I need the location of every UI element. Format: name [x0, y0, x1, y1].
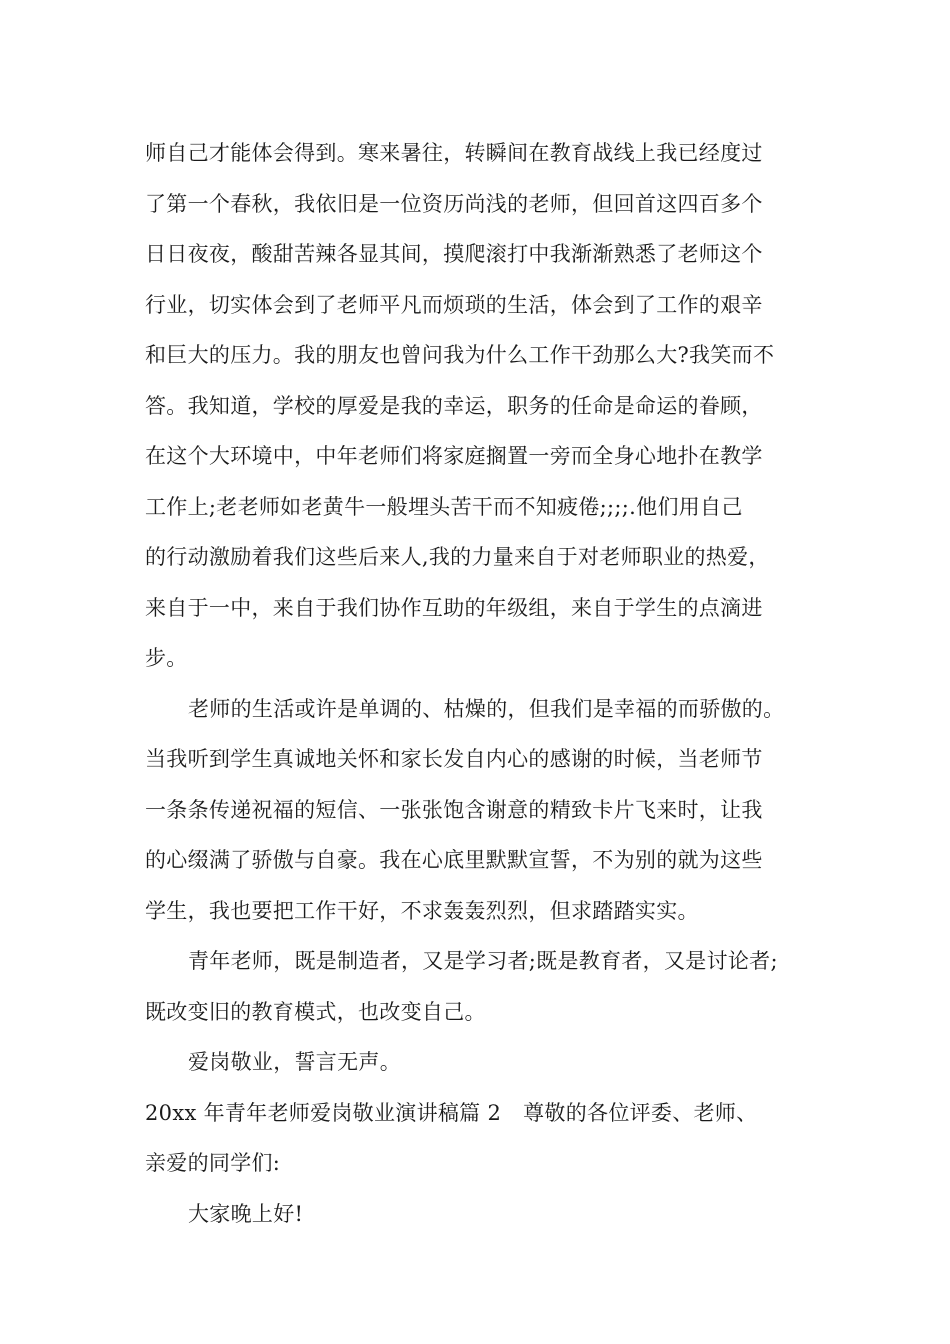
text-line: 的行动激励着我们这些后来人,我的力量来自于对老师职业的热爱， — [145, 545, 770, 569]
salutation-line: 亲爱的同学们: — [145, 1151, 281, 1175]
paragraph-start-line: 老师的生活或许是单调的、枯燥的，但我们是幸福的而骄傲的。 — [188, 696, 785, 721]
text-line: 在这个大环境中，中年老师们将家庭搁置一旁而全身心地扑在教学 — [145, 444, 763, 468]
text-line: 学生，我也要把工作干好，不求轰轰烈烈，但求踏踏实实。 — [145, 898, 699, 923]
text-line: 的心缀满了骄傲与自豪。我在心底里默默宣誓，不为别的就为这些 — [145, 848, 763, 872]
text-line: 来自于一中，来自于我们协作互助的年级组，来自于学生的点滴进 — [145, 595, 763, 620]
section-heading-continuation: 尊敬的各位评委、老师、 — [523, 1100, 758, 1125]
text-line: 步。 — [145, 646, 188, 670]
section-heading-title: 20xx 年青年老师爱岗敬业演讲稿篇 2 — [145, 1100, 502, 1125]
text-line: 行业，切实体会到了老师平凡而烦琐的生活，体会到了工作的艰辛 — [145, 292, 763, 317]
text-line: 日日夜夜，酸甜苦辣各显其间，摸爬滚打中我渐渐熟悉了老师这个 — [145, 242, 763, 266]
text-line: 工作上;老老师如老黄牛一般埋头苦干而不知疲倦;;;;.他们用自己 — [145, 494, 743, 519]
text-line: 了第一个春秋，我依旧是一位资历尚浅的老师，但回首这四百多个 — [145, 191, 763, 216]
text-line: 既改变旧的教育模式，也改变自己。 — [145, 999, 486, 1024]
text-line: 师自己才能体会得到。寒来暑往，转瞬间在教育战线上我已经度过 — [145, 141, 763, 165]
text-line: 和巨大的压力。我的朋友也曾问我为什么工作干劲那么大?我笑而不 — [145, 343, 775, 367]
paragraph-start-line: 青年老师，既是制造者，又是学习者;既是教育者，又是讨论者; — [188, 949, 778, 973]
greeting-line: 大家晚上好! — [188, 1201, 304, 1226]
text-line: 一条条传递祝福的短信、一张张饱含谢意的精致卡片飞来时，让我 — [145, 797, 763, 822]
document-body — [145, 128, 817, 1239]
section-heading-line — [145, 1088, 817, 1139]
text-line: 当我听到学生真诚地关怀和家长发自内心的感谢的时候，当老师节 — [145, 747, 763, 771]
text-line: 答。我知道，学校的厚爱是我的幸运，职务的任命是命运的眷顾， — [145, 393, 763, 418]
paragraph-start-line: 爱岗敬业，誓言无声。 — [188, 1050, 401, 1074]
